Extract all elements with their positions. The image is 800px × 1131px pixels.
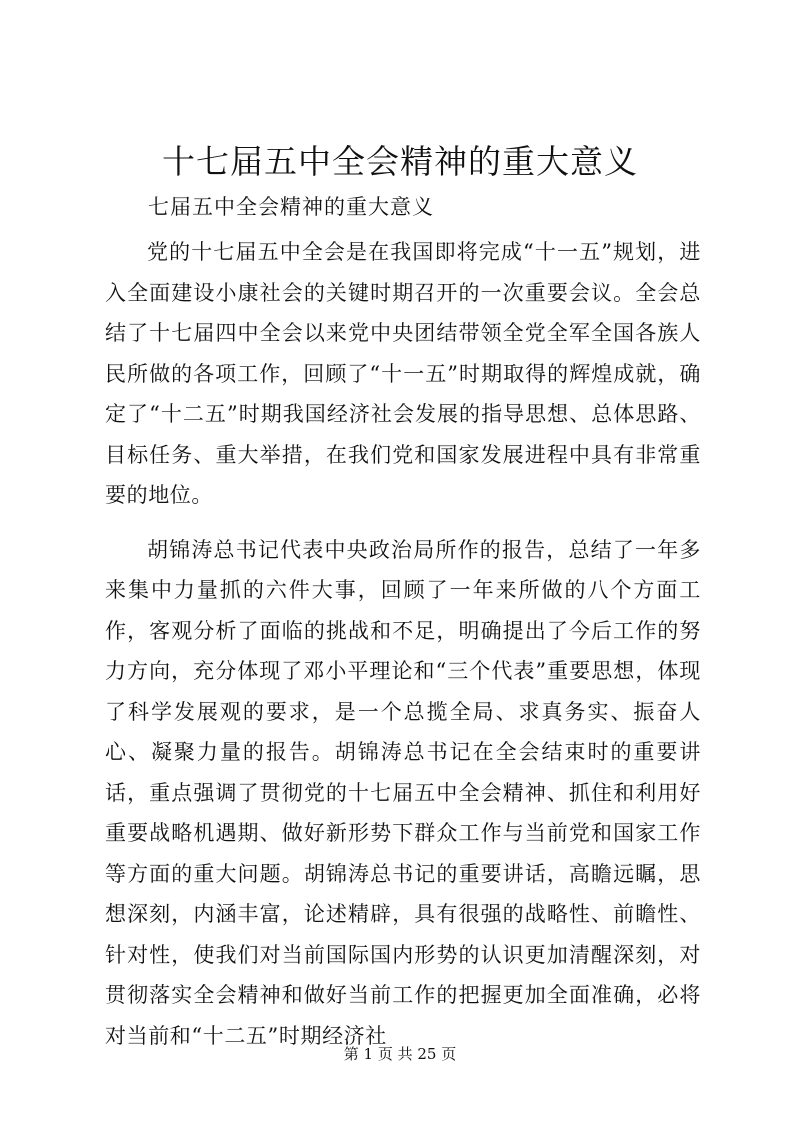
document-body <box>105 232 701 1070</box>
document-subtitle: 七届五中全会精神的重大意义 <box>148 195 434 219</box>
paragraph: 党的十七届五中全会是在我国即将完成“十一五”规划，进入全面建设小康社会的关键时期召开的一次重要会议。全会总结了十七届四中全会以来党中央团结带领全党全军全国各族人民所做的各项工作，回顾了“十一五”时期取得的辉煌成就，确定了“十二五”时期我国经济社会发展的指导思想、总体思路、目标任务、重大举措，在我们党和国家发展进程中具有非常重要的地位。 <box>105 240 701 507</box>
page-number-footer: 第 1 页 共 25 页 <box>343 1045 457 1063</box>
document-title: 十七届五中全会精神的重大意义 <box>162 142 638 181</box>
paragraph: 胡锦涛总书记代表中央政治局所作的报告，总结了一年多来集中力量抓的六件大事，回顾了一年来所做的八个方面工作，客观分析了面临的挑战和不足，明确提出了今后工作的努力方向，充分体现了邓小平理论和“三个代表”重要思想，体现了科学发展观的要求，是一个总揽全局、求真务实、振奋人心、凝聚力量的报告。胡锦涛总书记在全会结束时的重要讲话，重点强调了贯彻党的十七届五中全会精神、抓住和利用好重要战略机遇期、做好新形势下群众工作与当前党和国家工作等方面的重大问题。胡锦涛总书记的重要讲话，高瞻远瞩，思想深刻，内涵丰富，论述精辟，具有很强的战略性、前瞻性、针对性，使我们对当前国际国内形势的认识更加清醒深刻，对贯彻落实全会精神和做好当前工作的把握更加全面准确，必将对当前和“十二五”时期经济社 <box>105 537 701 1048</box>
